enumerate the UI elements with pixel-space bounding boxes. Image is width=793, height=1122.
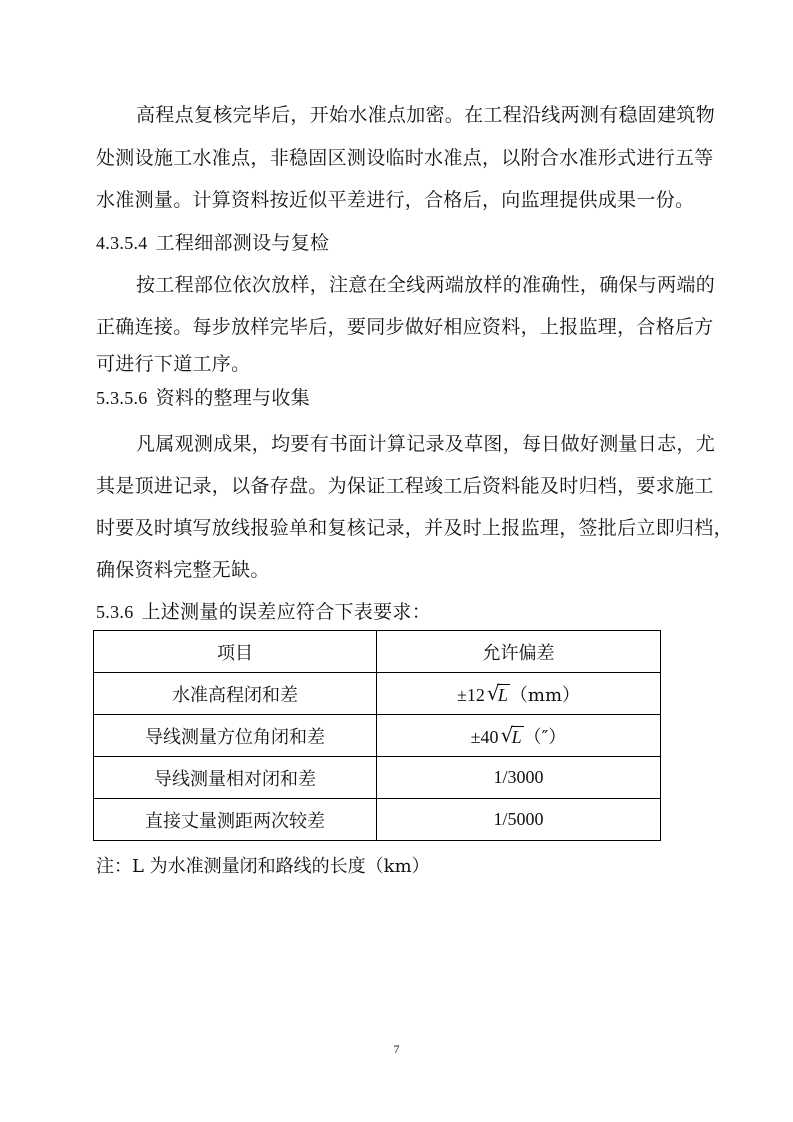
- radicand: L: [511, 726, 522, 747]
- section-heading-5-3-5-6: [96, 386, 310, 410]
- radicand: L: [497, 684, 508, 705]
- paragraph-3-line-4: 确保资料完整无缺。: [96, 559, 270, 581]
- paragraph-3-line-1: 凡属观测成果，均要有书面计算记录及草图，每日做好测量日志，尤: [136, 433, 716, 455]
- section-number: 4.3.5.4: [96, 233, 148, 253]
- table-row: [94, 799, 661, 841]
- sqrt-expression: [486, 680, 510, 706]
- tolerance-prefix: ±12: [456, 684, 485, 705]
- table-row: [94, 715, 661, 757]
- table-row: [94, 673, 661, 715]
- paragraph-1-line-1: 高程点复核完毕后，开始水准点加密。在工程沿线两测有稳固建筑物: [136, 104, 716, 126]
- table-row: [94, 757, 661, 799]
- table-cell-tolerance: [377, 715, 661, 757]
- section-number: 5.3.5.6: [96, 388, 148, 408]
- section-title: 资料的整理与收集: [155, 387, 311, 409]
- paragraph-3-line-2: 其是顶进记录，以备存盘。为保证工程竣工后资料能及时归档，要求施工: [96, 475, 714, 497]
- section-title: 工程细部测设与复检: [155, 232, 330, 254]
- table-header-item: 项目: [94, 631, 377, 673]
- section-title: 上述测量的误差应符合下表要求：: [141, 601, 432, 623]
- table-header-row: [94, 631, 661, 673]
- table-cell-tolerance: 1/3000: [377, 757, 661, 799]
- page-number: 7: [393, 1042, 400, 1056]
- tolerance-unit: （mm）: [509, 684, 581, 706]
- error-tolerance-table: [93, 630, 661, 841]
- table-cell-tolerance: [377, 673, 661, 715]
- tolerance-unit: （″）: [523, 726, 567, 748]
- section-heading-5-3-6: [96, 600, 431, 624]
- section-number: 5.3.6: [96, 602, 134, 622]
- table-cell-item: 导线测量方位角闭和差: [94, 715, 377, 757]
- sqrt-expression: [500, 722, 524, 748]
- paragraph-2-line-1: 按工程部位依次放样，注意在全线两端放样的准确性，确保与两端的: [136, 274, 716, 296]
- table-cell-item: 导线测量相对闭和差: [94, 757, 377, 799]
- table-footnote: 注：L 为水准测量闭和路线的长度（km）: [96, 856, 430, 877]
- table-header-tolerance: 允许偏差: [377, 631, 661, 673]
- paragraph-2-line-2: 正确连接。每步放样完毕后，要同步做好相应资料，上报监理，合格后方: [96, 316, 714, 338]
- paragraph-2-line-3: 可进行下道工序。: [96, 353, 251, 375]
- table-cell-tolerance: 1/5000: [377, 799, 661, 841]
- table-cell-item: 直接丈量测距两次较差: [94, 799, 377, 841]
- tolerance-prefix: ±40: [470, 726, 499, 747]
- table-cell-item: 水准高程闭和差: [94, 673, 377, 715]
- paragraph-1-line-3: 水准测量。计算资料按近似平差进行，合格后，向监理提供成果一份。: [96, 189, 695, 211]
- paragraph-1-line-2: 处测设施工水准点，非稳固区测设临时水准点，以附合水准形式进行五等: [96, 147, 714, 169]
- section-heading-4-3-5-4: [96, 231, 329, 255]
- radical-sign-icon: √: [500, 722, 514, 747]
- radical-sign-icon: √: [486, 680, 500, 705]
- paragraph-3-line-3: 时要及时填写放线报验单和复核记录，并及时上报监理，签批后立即归档，: [96, 517, 733, 539]
